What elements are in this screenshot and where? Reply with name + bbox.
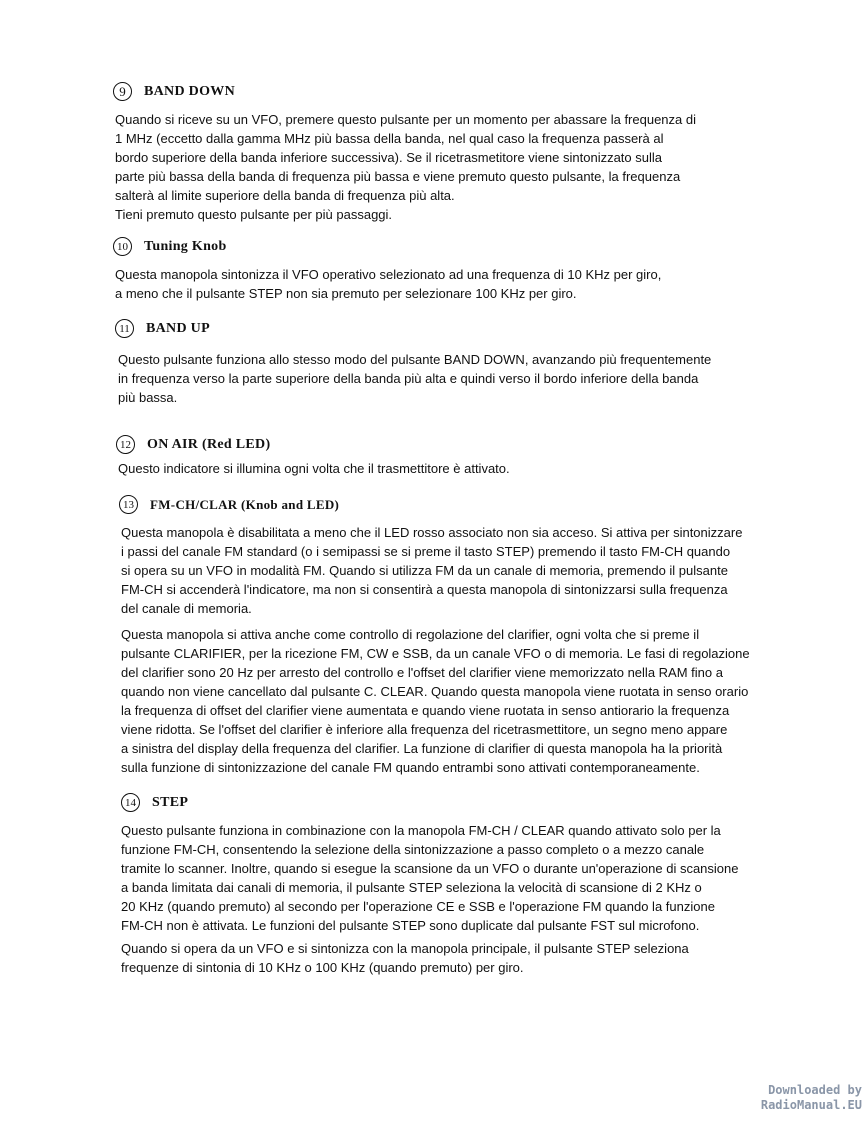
text-line: Questa manopola si attiva anche come controllo di regolazione del clarifier, ogni volta che si preme il bbox=[121, 627, 700, 642]
text-line: sulla funzione di sintonizzazione del canale FM quando entrambi sono attivati contemporaneamente. bbox=[121, 760, 700, 775]
text-line: del clarifier sono 20 Hz per arresto del controllo e l'offset del clarifier viene memorizzato nella RAM fino a bbox=[121, 665, 723, 680]
paragraph bbox=[115, 110, 696, 224]
section-title: Tuning Knob bbox=[144, 238, 227, 254]
section-title: FM-CH/CLAR (Knob and LED) bbox=[150, 496, 340, 512]
text-line: parte più bassa della banda di frequenza più bassa e viene premuto questo pulsante, la frequenza bbox=[115, 169, 681, 184]
paragraph bbox=[121, 821, 739, 935]
section-heading bbox=[116, 435, 270, 454]
text-line: FM-CH non è attivata. Le funzioni del pulsante STEP sono duplicate dal pulsante FST sul microfono. bbox=[121, 918, 700, 933]
text-line: quando non viene cancellato dal pulsante C. CLEAR. Quando questa manopola viene ruotata in senso orario bbox=[121, 684, 749, 699]
text-line: salterà al limite superiore della banda di frequenza più alta. bbox=[115, 188, 455, 203]
paragraph bbox=[121, 939, 689, 977]
paragraph bbox=[121, 625, 750, 777]
text-line: FM-CH si accenderà l'indicatore, ma non si consentirà a questa manopola di sintonizzarsi sulla frequenza bbox=[121, 582, 728, 597]
text-line: Questo indicatore si illumina ogni volta che il trasmettitore è attivato. bbox=[118, 461, 510, 476]
download-watermark bbox=[761, 1083, 862, 1113]
section-title: ON AIR (Red LED) bbox=[147, 436, 271, 452]
section-title: BAND UP bbox=[146, 320, 210, 336]
text-line: Questa manopola è disabilitata a meno che il LED rosso associato non sia acceso. Si attiva per sintonizzare bbox=[121, 525, 743, 540]
text-line: Quando si riceve su un VFO, premere questo pulsante per un momento per abassare la frequenza di bbox=[115, 112, 696, 127]
number-badge: 11 bbox=[115, 319, 134, 338]
paragraph bbox=[115, 265, 661, 303]
text-line: più bassa. bbox=[118, 390, 178, 405]
text-line: frequenze di sintonia di 10 KHz o 100 KHz (quando premuto) per giro. bbox=[121, 960, 524, 975]
text-line: tramite lo scanner. Inoltre, quando si esegue la scansione da un VFO o durante un'operazione di scansione bbox=[121, 861, 739, 876]
text-line: funzione FM-CH, consentendo la selezione della sintonizzazione a passo completo o a mezzo canale bbox=[121, 842, 705, 857]
text-line: a sinistra del display della frequenza del clarifier. La funzione di clarifier di questa manopola ha la priorità bbox=[121, 741, 723, 756]
text-line: a banda limitata dai canali di memoria, il pulsante STEP seleziona la velocità di scansione di 2 KHz o bbox=[121, 880, 702, 895]
watermark-line: RadioManual.EU bbox=[760, 1098, 862, 1112]
section-title: STEP bbox=[152, 794, 189, 810]
text-line: la frequenza di offset del clarifier viene aumentata e quando viene ruotata in senso antiorario la frequenza bbox=[121, 703, 730, 718]
number-badge: 13 bbox=[119, 495, 138, 514]
text-line: viene ridotta. Se l'offset del clarifier è inferiore alla frequenza del ricetrasmettitore, un segno meno appare bbox=[121, 722, 728, 737]
paragraph bbox=[121, 523, 742, 618]
text-line: Quando si opera da un VFO e si sintonizza con la manopola principale, il pulsante STEP seleziona bbox=[121, 941, 689, 956]
section-heading bbox=[119, 495, 339, 514]
text-line: 1 MHz (eccetto dalla gamma MHz più bassa della banda, nel qual caso la frequenza passerà al bbox=[115, 131, 664, 146]
number-badge: 12 bbox=[116, 435, 135, 454]
text-line: Tieni premuto questo pulsante per più passaggi. bbox=[115, 207, 393, 222]
watermark-line: Downloaded by bbox=[768, 1083, 862, 1097]
section-heading bbox=[121, 793, 188, 812]
text-line: pulsante CLARIFIER, per la ricezione FM, CW e SSB, da un canale VFO o di memoria. Le fasi di regolazione bbox=[121, 646, 750, 661]
text-line: 20 KHz (quando premuto) al secondo per l'operazione CE e SSB e l'operazione FM quando la funzione bbox=[121, 899, 715, 914]
text-line: Questo pulsante funziona in combinazione con la manopola FM-CH / CLEAR quando attivato solo per la bbox=[121, 823, 721, 838]
text-line: Questo pulsante funziona allo stesso modo del pulsante BAND DOWN, avanzando più frequentemente bbox=[118, 352, 712, 367]
number-badge: 10 bbox=[113, 237, 132, 256]
number-badge: 9 bbox=[113, 82, 132, 101]
paragraph bbox=[118, 350, 711, 407]
text-line: del canale di memoria. bbox=[121, 601, 252, 616]
text-line: a meno che il pulsante STEP non sia premuto per selezionare 100 KHz per giro. bbox=[115, 286, 577, 301]
paragraph bbox=[118, 459, 510, 478]
text-line: Questa manopola sintonizza il VFO operativo selezionato ad una frequenza di 10 KHz per giro, bbox=[115, 267, 662, 282]
text-line: bordo superiore della banda inferiore successiva). Se il ricetrasmetitore viene sintonizzato sulla bbox=[115, 150, 662, 165]
text-line: si opera su un VFO in modalità FM. Quando si utilizza FM da un canale di memoria, premendo il pulsante bbox=[121, 563, 728, 578]
section-heading bbox=[113, 237, 227, 256]
section-heading bbox=[115, 319, 210, 338]
section-heading bbox=[113, 82, 235, 101]
number-badge: 14 bbox=[121, 793, 140, 812]
text-line: in frequenza verso la parte superiore della banda più alta e quindi verso il bordo inferiore della banda bbox=[118, 371, 699, 386]
section-title: BAND DOWN bbox=[144, 83, 235, 99]
text-line: i passi del canale FM standard (o i semipassi se si preme il tasto STEP) premendo il tasto FM-CH quando bbox=[121, 544, 731, 559]
